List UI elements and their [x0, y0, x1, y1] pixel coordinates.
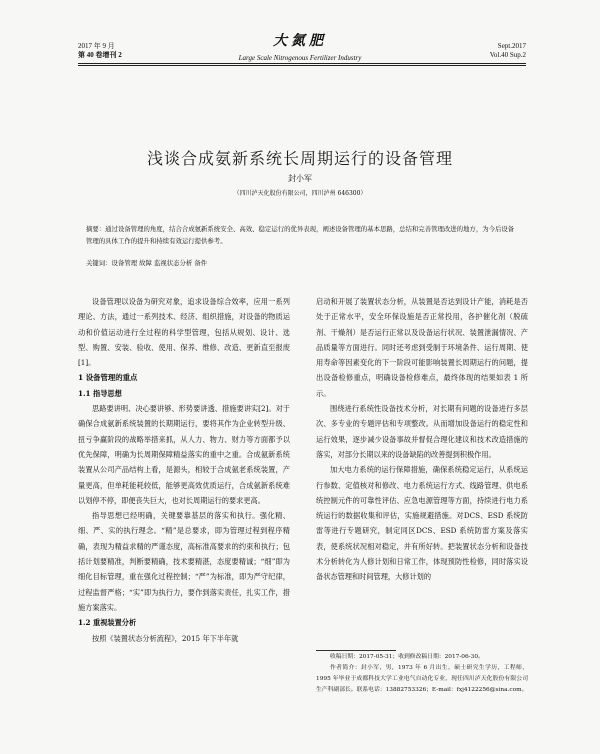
header-volume-en: Vol.40 Sup.2 — [489, 51, 526, 59]
footnote — [316, 652, 528, 696]
footnote-received: 收稿日期：2017-05-31；收到修改稿日期：2017-06-30。 — [330, 654, 484, 660]
right-column — [316, 294, 528, 585]
intro-paragraph: 设备管理以设备为研究对象，追求设备综合效率，应用一系列理论、方法，通过一系列技术、经济、组织措施，对设备的物质运动和价值运动进行全过程的科学型管理，包括从规划、设计、选型、购置、安装、验收、使用、保养、维修、改造、更新直至报废[1]。 — [78, 297, 290, 368]
header-month-en: Sept.2017 — [497, 42, 526, 50]
journal-english-title: Large Scale Nitrogenous Fertilizer Industry — [238, 54, 362, 62]
abstract: 摘要：通过设备管理的角度，结合合成氨新系统安全、高效、稳定运行的优异表现，阐述设备管理的基本思路，总结和完善管理改进的地方，为今后设备管理的具体工作的提升和持续有效运行提供参考。 — [86, 225, 515, 245]
left-column — [78, 294, 290, 646]
keywords: 关键词：设备管理 故障 监视状态分析 备件 — [86, 259, 208, 267]
paragraph-technical-analysis: 围绕进行系统性设备技术分析，对长期有问题的设备进行多层次、多专业的专题评估和专项整改。从而增加设备运行的稳定性和运行效果，逐步减少设备事故并督促合理化建议和技术改造措施的落实，对部分长期以来的设备缺陷的改善提到积极作用。 — [316, 404, 528, 459]
section-heading-1-2: 1.2 重视装置分析 — [78, 618, 137, 628]
paragraph-power-system: 加大电力系统的运行保障措施，确保系统稳定运行，从系统运行参数、定值核对和修改、电力系统运行方式、线路管理、供电系统控制元件的可靠性评估、应急电源管理等方面，持续进行电力系统运行的数据收集和评估，实施规避措施。对DCS、ESD 系统防雷等进行专题研究，制定同区DCS、ESD 系统防雷方案及落实表，使系统状况相对稳定，并有所好转。把装置状态分析和设备技术分析转化为人修计划和日常工作，体现预防性检修，同时落实设备状态管理和时间管理，大修计划的 — [316, 465, 528, 582]
footnote-rule — [316, 650, 396, 651]
header-date: 2017 年 9 月 — [78, 42, 115, 50]
section-heading-1-1: 1.1 指导思想 — [78, 388, 122, 398]
author: 封小军 — [288, 174, 312, 183]
journal-logo: 大氮肥 — [273, 33, 327, 49]
paragraph-status-analysis-cont: 启动和开展了装置状态分析，从装置是否达到设计产能，消耗是否处于正常水平，安全环保设施是否正常投用，各护催化剂（脱硫剂、干燥剂）是否运行正常以及设备运行状况、装置泄漏情况、产品质量等方面进行。同时还考虑到受制于环境条件、运行周期、使用寿命等因素变化的下一阶段可能影响装置长周期运行的问题，提出设备检修重点，明确设备检修难点，最终体现的结果如表 1 所示。 — [316, 297, 528, 398]
header-rule — [78, 63, 526, 64]
paragraph-status-analysis-start: 按照《装置状态分析流程》，2015 年下半年就 — [92, 633, 239, 643]
header-rule-2 — [78, 65, 526, 66]
section-heading-1: 1 设备管理的重点 — [78, 373, 138, 383]
affiliation: （四川泸天化股份有限公司，四川泸州 646300） — [233, 190, 367, 197]
footnote-author-bio: 作者简介：封小军，男，1973 年 6 月出生，硕士研究生学历，工程师，1995 年毕业于成都科技大学工业电气自动化专业，现任四川泸天化股份有限公司生产科副部长。联系电话：13882753326；E-mail：fxj4122256@sina.com。 — [316, 665, 528, 693]
article-title: 浅谈合成氨新系统长周期运行的设备管理 — [146, 149, 453, 168]
header-volume: 第 40 卷增刊 2 — [78, 51, 122, 59]
paragraph-guiding-idea: 思路要讲明、决心要讲够、形势要讲透、措施要讲实[2]。对于确保合成氨新系统装置的长期期运行，要将其作为企业转型升级、扭亏争赢阶段的战略举措来抓，从人力、物力、财力等方面都予以优先保障，明确为长周期保障精益落实的重中之重。合成氨新系统装置从公司产品结构上看，是源头，相较于合成氨老系统装置，产量更高，但单耗能耗较低，能够更高效优质运行，合成氨新系统难以划停不停，即便丧失巨大，也对长周期运行的要求更高。 — [78, 404, 290, 505]
paragraph-execution: 指导思想已经明确，关键要靠基层的落实和执行。强化精、细、严、实的执行理念。“精”是总要求，即为管理过程到程序精确，表现为精益求精的严谨态度，高标准高要求的约束和执行；包括计划要精准，判断要精确，技术要精湛，态度要精诚；“细”即为细化目标管理，重在强化过程控制；“严”为标准，即为严守纪律，过程监督严格；“实”即为执行力，要作到落实责任，扎实工作，措施方案落实。 — [78, 511, 290, 612]
